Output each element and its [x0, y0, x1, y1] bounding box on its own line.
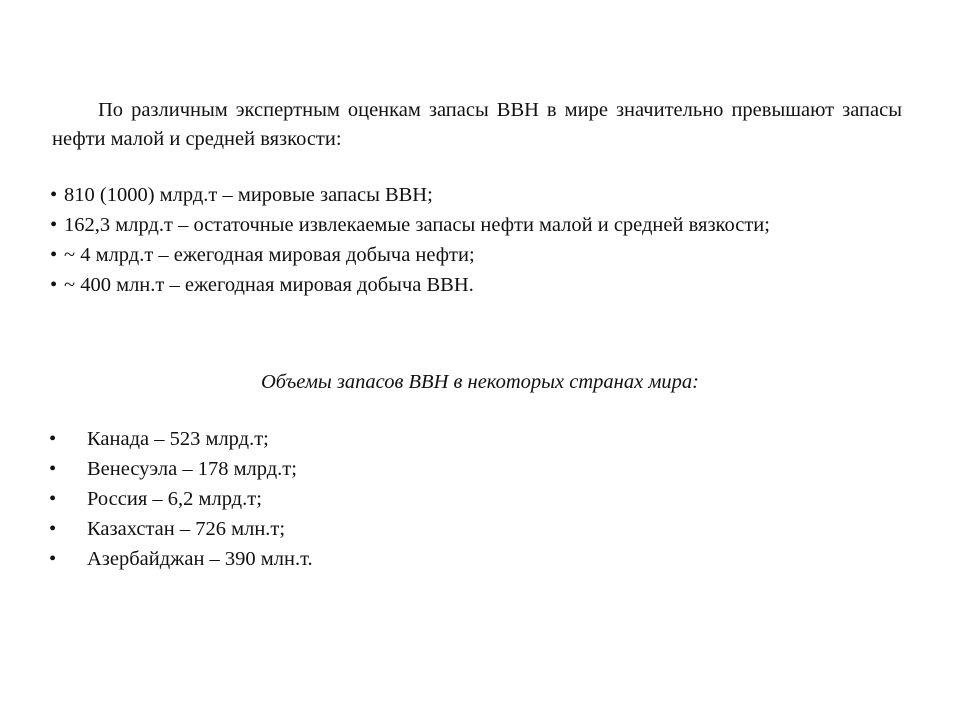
fact-text: ~ 400 млн.т – ежегодная мировая добыча ВВН.: [64, 274, 474, 296]
bullet: •: [49, 428, 57, 450]
country-item: [49, 424, 313, 454]
bullet: •: [49, 458, 57, 480]
intro-paragraph: [52, 96, 902, 154]
fact-text: 162,3 млрд.т – остаточные извлекаемые запасы нефти малой и средней вязкости;: [64, 214, 770, 236]
bullet: •: [50, 214, 58, 236]
countries-subtitle: Объемы запасов ВВН в некоторых странах мира:: [261, 371, 699, 393]
fact-item: [50, 180, 910, 210]
country-item: [49, 514, 313, 544]
country-text: Канада – 523 млрд.т;: [87, 428, 269, 450]
reserves-facts-list: [50, 180, 910, 300]
country-item: [49, 454, 313, 484]
countries-list: [49, 424, 313, 574]
bullet: •: [49, 548, 57, 570]
fact-item: [50, 210, 910, 240]
country-text: Азербайджан – 390 млн.т.: [87, 548, 313, 570]
bullet: •: [50, 274, 58, 296]
fact-text: 810 (1000) млрд.т – мировые запасы ВВН;: [64, 184, 433, 206]
bullet: •: [49, 488, 57, 510]
country-text: Россия – 6,2 млрд.т;: [87, 488, 262, 510]
country-text: Казахстан – 726 млн.т;: [87, 518, 286, 540]
bullet: •: [49, 518, 57, 540]
fact-item: [50, 270, 910, 300]
country-text: Венесуэла – 178 млрд.т;: [87, 458, 297, 480]
country-item: [49, 484, 313, 514]
fact-item: [50, 240, 910, 270]
bullet: •: [50, 244, 58, 266]
intro-text: По различным экспертным оценкам запасы ВВН в мире значительно превышают запасы нефти малой и средней вязкости:: [52, 99, 902, 150]
bullet: •: [50, 184, 58, 206]
fact-text: ~ 4 млрд.т – ежегодная мировая добыча нефти;: [64, 244, 475, 266]
country-item: [49, 544, 313, 574]
